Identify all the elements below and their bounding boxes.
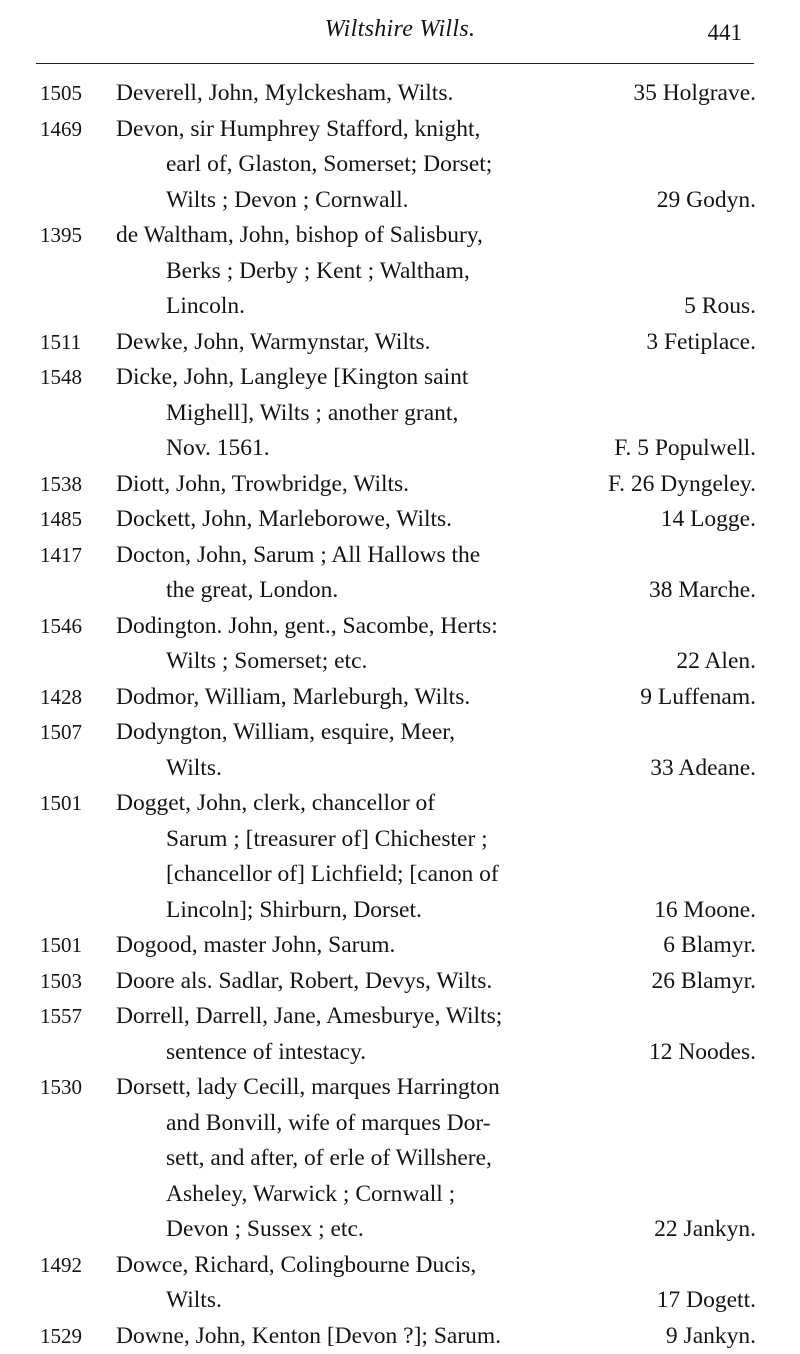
entry-line [0,254,800,290]
entry-year: 1501 [40,928,82,964]
entry-name: Dodmor, William, Marleburgh, Wilts. [116,680,470,716]
entry-name: Dodington. John, gent., Sacombe, Herts: [116,609,498,645]
entry-line [0,360,800,396]
entry-year: 1538 [40,467,82,503]
register-reference: 29 Godyn. [657,183,756,219]
will-entry [0,360,800,467]
will-entry [0,786,800,928]
entry-line [0,1035,800,1071]
will-entry [0,538,800,609]
entry-continuation: Wilts ; Devon ; Cornwall. [166,183,409,219]
entry-year: 1492 [40,1248,82,1284]
entry-line [0,147,800,183]
entry-name: Deverell, John, Mylckesham, Wilts. [116,76,453,112]
will-entries-list [0,76,800,1354]
entry-line [0,1106,800,1142]
entry-line [0,1177,800,1213]
will-entry [0,1248,800,1319]
entry-line [0,999,800,1035]
entry-continuation: Wilts. [166,751,222,787]
register-reference: 9 Luffenam. [640,680,756,716]
entry-continuation: Wilts ; Somerset; etc. [166,644,367,680]
entry-line [0,786,800,822]
header-rule [36,63,754,64]
will-entry [0,1070,800,1248]
entry-year: 1501 [40,786,82,822]
entry-name: Dogood, master John, Sarum. [116,928,395,964]
register-reference: 38 Marche. [649,573,756,609]
entry-line [0,928,800,964]
entry-name: Dorsett, lady Cecill, marques Harrington [116,1070,500,1106]
entry-year: 1485 [40,502,82,538]
will-entry [0,609,800,680]
entry-name: Dodyngton, William, esquire, Meer, [116,715,455,751]
entry-name: Diott, John, Trowbridge, Wilts. [116,467,409,503]
entry-year: 1395 [40,218,82,254]
entry-name: Dicke, John, Langleye [Kington saint [116,360,468,396]
entry-year: 1469 [40,112,82,148]
will-entry [0,715,800,786]
entry-year: 1546 [40,609,82,645]
entry-name: Dorrell, Darrell, Jane, Amesburye, Wilts; [116,999,502,1035]
entry-name: Dockett, John, Marleborowe, Wilts. [116,502,452,538]
entry-line [0,538,800,574]
entry-line [0,112,800,148]
entry-line [0,751,800,787]
entry-continuation: Sarum ; [treasurer of] Chichester ; [166,822,488,858]
entry-continuation: Berks ; Derby ; Kent ; Waltham, [166,254,470,290]
register-reference: 22 Jankyn. [654,1212,756,1248]
entry-continuation: [chancellor of] Lichfield; [canon of [166,857,499,893]
register-reference: 17 Dogett. [657,1283,756,1319]
entry-name: Dowce, Richard, Colingbourne Ducis, [116,1248,476,1284]
entry-name: Docton, John, Sarum ; All Hallows the [116,538,480,574]
will-entry [0,112,800,219]
entry-line [0,1283,800,1319]
will-entry [0,502,800,538]
entry-line [0,715,800,751]
entry-continuation: Wilts. [166,1283,222,1319]
entry-line [0,467,800,503]
entry-line [0,822,800,858]
register-reference: F. 26 Dyngeley. [608,467,756,503]
entry-line [0,857,800,893]
entry-year: 1548 [40,360,82,396]
entry-continuation: Devon ; Sussex ; etc. [166,1212,364,1248]
will-entry [0,218,800,325]
entry-line [0,76,800,112]
entry-line [0,325,800,361]
register-reference: 16 Moone. [654,893,756,929]
entry-line [0,964,800,1000]
entry-year: 1557 [40,999,82,1035]
register-reference: 14 Logge. [661,502,756,538]
entry-line [0,183,800,219]
entry-continuation: Mighell], Wilts ; another grant, [166,396,458,432]
entry-name: Doore als. Sadlar, Robert, Devys, Wilts. [116,964,492,1000]
page-number: 441 [708,20,743,46]
entry-line [0,431,800,467]
will-entry [0,76,800,112]
entry-line [0,218,800,254]
entry-continuation: Lincoln. [166,289,245,325]
will-entry [0,964,800,1000]
entry-year: 1511 [40,325,81,361]
entry-line [0,680,800,716]
will-entry [0,999,800,1070]
entry-line [0,396,800,432]
entry-continuation: Asheley, Warwick ; Cornwall ; [166,1177,455,1213]
will-entry [0,680,800,716]
entry-line [0,502,800,538]
entry-year: 1530 [40,1070,82,1106]
entry-line [0,1070,800,1106]
entry-name: Dogget, John, clerk, chancellor of [116,786,435,822]
entry-line [0,609,800,645]
will-entry [0,325,800,361]
entry-year: 1503 [40,964,82,1000]
entry-continuation: sentence of intestacy. [166,1035,366,1071]
entry-line [0,893,800,929]
register-reference: 9 Jankyn. [666,1319,756,1354]
entry-name: Downe, John, Kenton [Devon ?]; Sarum. [116,1319,501,1354]
entry-year: 1505 [40,76,82,112]
entry-continuation: Lincoln]; Shirburn, Dorset. [166,893,422,929]
will-entry [0,1319,800,1354]
register-reference: F. 5 Populwell. [614,431,756,467]
entry-line [0,1248,800,1284]
entry-year: 1417 [40,538,82,574]
entry-year: 1529 [40,1319,82,1354]
entry-continuation: the great, London. [166,573,338,609]
will-entry [0,928,800,964]
entry-line [0,1212,800,1248]
register-reference: 6 Blamyr. [663,928,756,964]
register-reference: 26 Blamyr. [652,964,756,1000]
entry-line [0,1141,800,1177]
entry-continuation: and Bonvill, wife of marques Dor- [166,1106,491,1142]
entry-line [0,573,800,609]
register-reference: 12 Noodes. [649,1035,756,1071]
will-entry [0,467,800,503]
entry-line [0,289,800,325]
register-reference: 5 Rous. [684,289,756,325]
register-reference: 3 Fetiplace. [646,325,756,361]
entry-year: 1428 [40,680,82,716]
entry-continuation: earl of, Glaston, Somerset; Dorset; [166,147,492,183]
entry-continuation: Nov. 1561. [166,431,270,467]
register-reference: 33 Adeane. [650,751,756,787]
entry-name: Devon, sir Humphrey Stafford, knight, [116,112,480,148]
running-head [0,14,800,54]
register-reference: 35 Holgrave. [633,76,756,112]
page-title: Wiltshire Wills. [0,16,800,43]
entry-continuation: sett, and after, of erle of Willshere, [166,1141,492,1177]
entry-year: 1507 [40,715,82,751]
entry-name: Dewke, John, Warmynstar, Wilts. [116,325,431,361]
entry-name: de Waltham, John, bishop of Salisbury, [116,218,483,254]
entry-line [0,644,800,680]
entry-line [0,1319,800,1354]
register-reference: 22 Alen. [676,644,756,680]
